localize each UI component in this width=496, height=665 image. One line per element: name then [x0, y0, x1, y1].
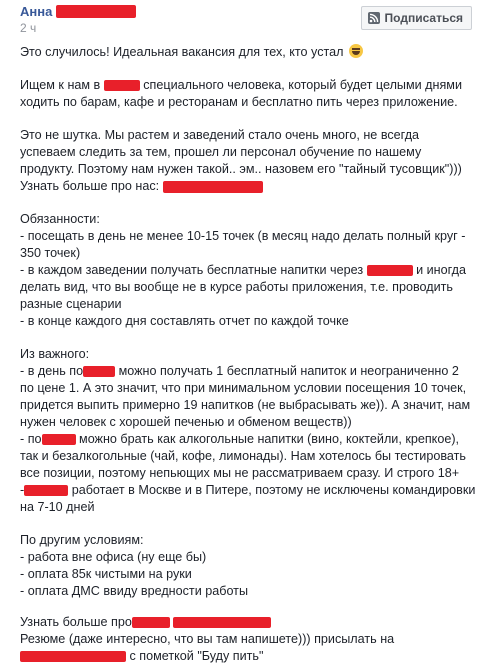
text-line: - оплата 85к чистыми на руки — [20, 567, 192, 581]
text-line: ходить по барам, кафе и ресторанам и бесплатно пить через приложение. — [20, 95, 458, 109]
post-body — [20, 44, 480, 665]
subscribe-button[interactable] — [361, 6, 472, 30]
redacted-app — [83, 366, 115, 377]
redacted-link[interactable] — [173, 617, 271, 628]
text-line: - в конце каждого дня составлять отчет по каждой точке — [20, 314, 349, 328]
text-line: делать вид, что вы вообще не в курсе работы приложения, т.е. проводить — [20, 280, 453, 294]
text-line: - оплата ДМС ввиду вредности работы — [20, 584, 248, 598]
author-name-link[interactable]: Анна — [20, 3, 53, 19]
text-line: продукту. Поэтому нам нужен такой.. эм.. назовем его "тайный тусовщик"))) — [20, 162, 462, 176]
text-fragment: - по — [20, 432, 42, 446]
text-line: Обязанности: — [20, 212, 100, 226]
text-line: - работа вне офиса (ну еще бы) — [20, 550, 207, 564]
text-fragment: специального человека, который будет целыми днями — [143, 78, 462, 92]
text-line — [20, 431, 480, 448]
text-line: - посещать в день не менее 10-15 точек (в месяц надо делать полный круг - — [20, 229, 466, 243]
paragraph-important — [20, 346, 480, 516]
redacted-email[interactable] — [20, 651, 126, 662]
redacted-company — [24, 485, 68, 496]
text-line: успеваем следить за тем, прошел ли персонал обучение по нашему — [20, 145, 422, 159]
text-fragment: Это случилось! Идеальная вакансия для тех, кто устал — [20, 45, 344, 59]
text-line — [20, 262, 480, 279]
text-fragment: - в день по — [20, 364, 84, 378]
post-timestamp[interactable]: 2 ч — [20, 21, 37, 35]
text-line: нужен человек с хорошей печенью и обменом веществ)) — [20, 415, 352, 429]
text-line — [20, 614, 480, 631]
redacted-app — [367, 265, 413, 276]
grinning-sweat-emoji-icon — [349, 44, 363, 58]
redacted-surname — [56, 5, 136, 18]
redacted-app — [42, 434, 76, 445]
text-line: Из важного: — [20, 347, 90, 361]
text-line: По другим условиям: — [20, 533, 144, 547]
text-line — [20, 482, 480, 499]
redacted-company — [104, 80, 140, 91]
text-line: все позиции, поэтому непьющих мы не рассматриваем сразу. И строго 18+ — [20, 466, 460, 480]
text-fragment: Ищем к нам в — [20, 78, 101, 92]
text-line: Резюме (даже интересно, что вы там напишете))) присылать на — [20, 632, 395, 646]
text-line: так и безалкогольные (чай, кофе, лимонады). Нам хотелось бы тестировать — [20, 449, 466, 463]
text-line — [20, 363, 480, 380]
text-line: на 7-10 дней — [20, 500, 95, 514]
text-fragment: Узнать больше про — [20, 615, 132, 629]
text-line — [20, 648, 480, 665]
text-line: по цене 1. А это значит, что при минимальном условии посещения 10 точек, — [20, 381, 467, 395]
text-fragment: работает в Москве и в Питере, поэтому не исключены командировки — [71, 483, 476, 497]
text-fragment: Узнать больше про нас: — [20, 179, 160, 193]
text-line — [20, 77, 480, 94]
text-fragment: можно брать как алкогольные напитки (вино, коктейли, крепкое), — [79, 432, 460, 446]
text-fragment: - — [20, 483, 25, 497]
text-line — [20, 44, 480, 61]
paragraph-conditions — [20, 532, 480, 600]
post-header — [20, 2, 484, 38]
rss-icon — [368, 12, 380, 24]
text-fragment: - в каждом заведении получать бесплатные напитки через — [20, 263, 364, 277]
text-line: Это не шутка. Мы растем и заведений стало очень много, не всегда — [20, 128, 420, 142]
text-line — [20, 178, 480, 195]
redacted-company — [132, 617, 170, 628]
subscribe-label: Подписаться — [384, 11, 463, 25]
redacted-link[interactable] — [163, 181, 263, 193]
text-line: придется выпить примерно 19 напитков (не выбрасывать же)). А значит, нам — [20, 398, 471, 412]
text-fragment: и иногда — [416, 263, 467, 277]
text-fragment: с пометкой "Буду пить" — [129, 649, 264, 663]
text-fragment: можно получать 1 бесплатный напиток и неограниченно 2 — [118, 364, 459, 378]
text-line: разные сценарии — [20, 297, 122, 311]
paragraph-not-a-joke — [20, 127, 480, 195]
paragraph-duties — [20, 211, 480, 330]
text-line: 350 точек) — [20, 246, 81, 260]
paragraph-intro — [20, 44, 480, 61]
paragraph-looking-for — [20, 77, 480, 111]
